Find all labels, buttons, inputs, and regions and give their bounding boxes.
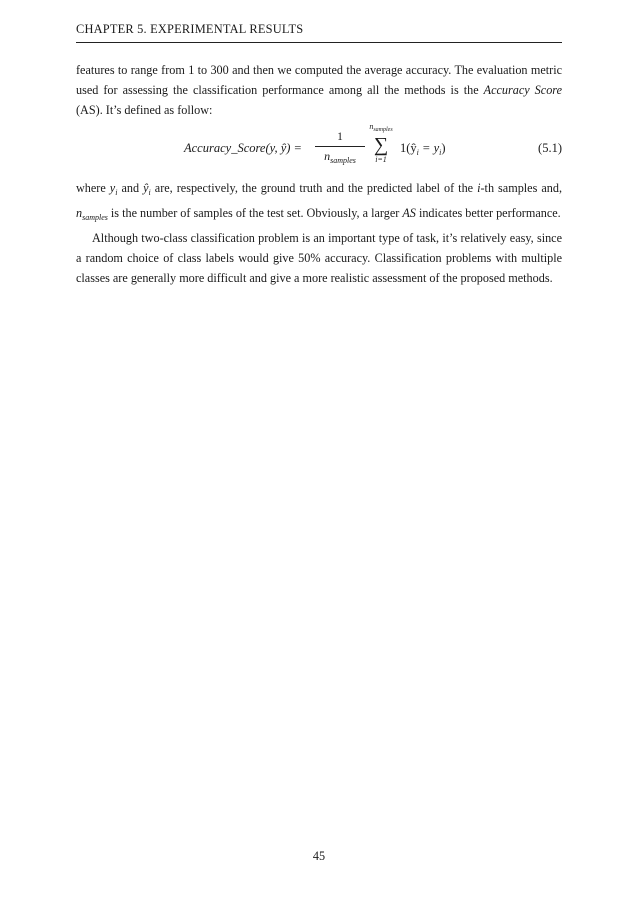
rhs-part-1: 1(ŷ: [400, 141, 417, 155]
equation-lhs: Accuracy_Score(y, ŷ) =: [184, 141, 302, 155]
fraction-numerator: 1: [337, 131, 343, 143]
paragraph-3: Although two-class classification problem is an important type of task, it’s relatively easy, since a random choice of class labels would give 50% accuracy. Classification problems with multiple classes are generally more difficult and give a more realistic assessment of the proposed methods.: [76, 231, 562, 285]
p2-text-5: is the number of samples of the test set. Obviously, a larger: [107, 206, 403, 220]
var-i: i: [477, 181, 481, 195]
fraction-den-n: n: [324, 149, 331, 163]
fraction-den-sub: samples: [330, 156, 356, 165]
rhs-sub-1: i: [416, 148, 419, 157]
var-y-sub: i: [115, 188, 118, 197]
equation-number: (5.1): [538, 141, 562, 155]
var-n: n: [76, 206, 83, 220]
fraction-denominator: [315, 149, 365, 168]
sum-lower-limit: i=1: [375, 155, 387, 164]
var-yhat-sub: i: [148, 188, 151, 197]
term-accuracy-score: Accuracy Score: [483, 83, 562, 97]
paragraph-1-text-a: features to range from 1 to 300 and then we computed the average accuracy. The evaluation metric used for assessing the classification performance among all the methods is the: [76, 63, 562, 97]
body-text-2: [76, 178, 562, 288]
body-text: [76, 60, 562, 120]
p2-text-1: where: [76, 181, 110, 195]
var-y: y: [109, 181, 116, 195]
equation-rhs: [400, 141, 446, 157]
paragraph-2: [76, 178, 562, 228]
rhs-part-2: = y: [418, 141, 440, 155]
var-yhat: ŷ: [143, 181, 149, 195]
page-number: 45: [312, 849, 326, 863]
var-as: AS: [402, 206, 416, 220]
p2-text-4: -th samples and,: [480, 181, 562, 195]
sum-top-sub: samples: [373, 127, 393, 133]
summation: [361, 122, 401, 165]
rhs-sub-2: i: [439, 148, 442, 157]
p2-text-3: are, respectively, the ground truth and the predicted label of the: [150, 181, 478, 195]
p2-text-2: and: [117, 181, 144, 195]
equation-fraction: [315, 130, 365, 168]
sum-top-n: n: [369, 122, 374, 131]
paragraph-1-text-b: (AS). It’s defined as follow:: [76, 103, 213, 117]
p2-text-6: indicates better performance.: [415, 206, 561, 220]
equation-5-1: [76, 122, 562, 174]
fraction-bar: [315, 146, 365, 147]
paragraph-1: [76, 60, 562, 120]
var-n-sub: samples: [82, 213, 108, 222]
sum-sign: ∑: [373, 134, 389, 156]
rhs-part-3: ): [441, 141, 446, 155]
running-head: CHAPTER 5. EXPERIMENTAL RESULTS: [76, 22, 562, 43]
